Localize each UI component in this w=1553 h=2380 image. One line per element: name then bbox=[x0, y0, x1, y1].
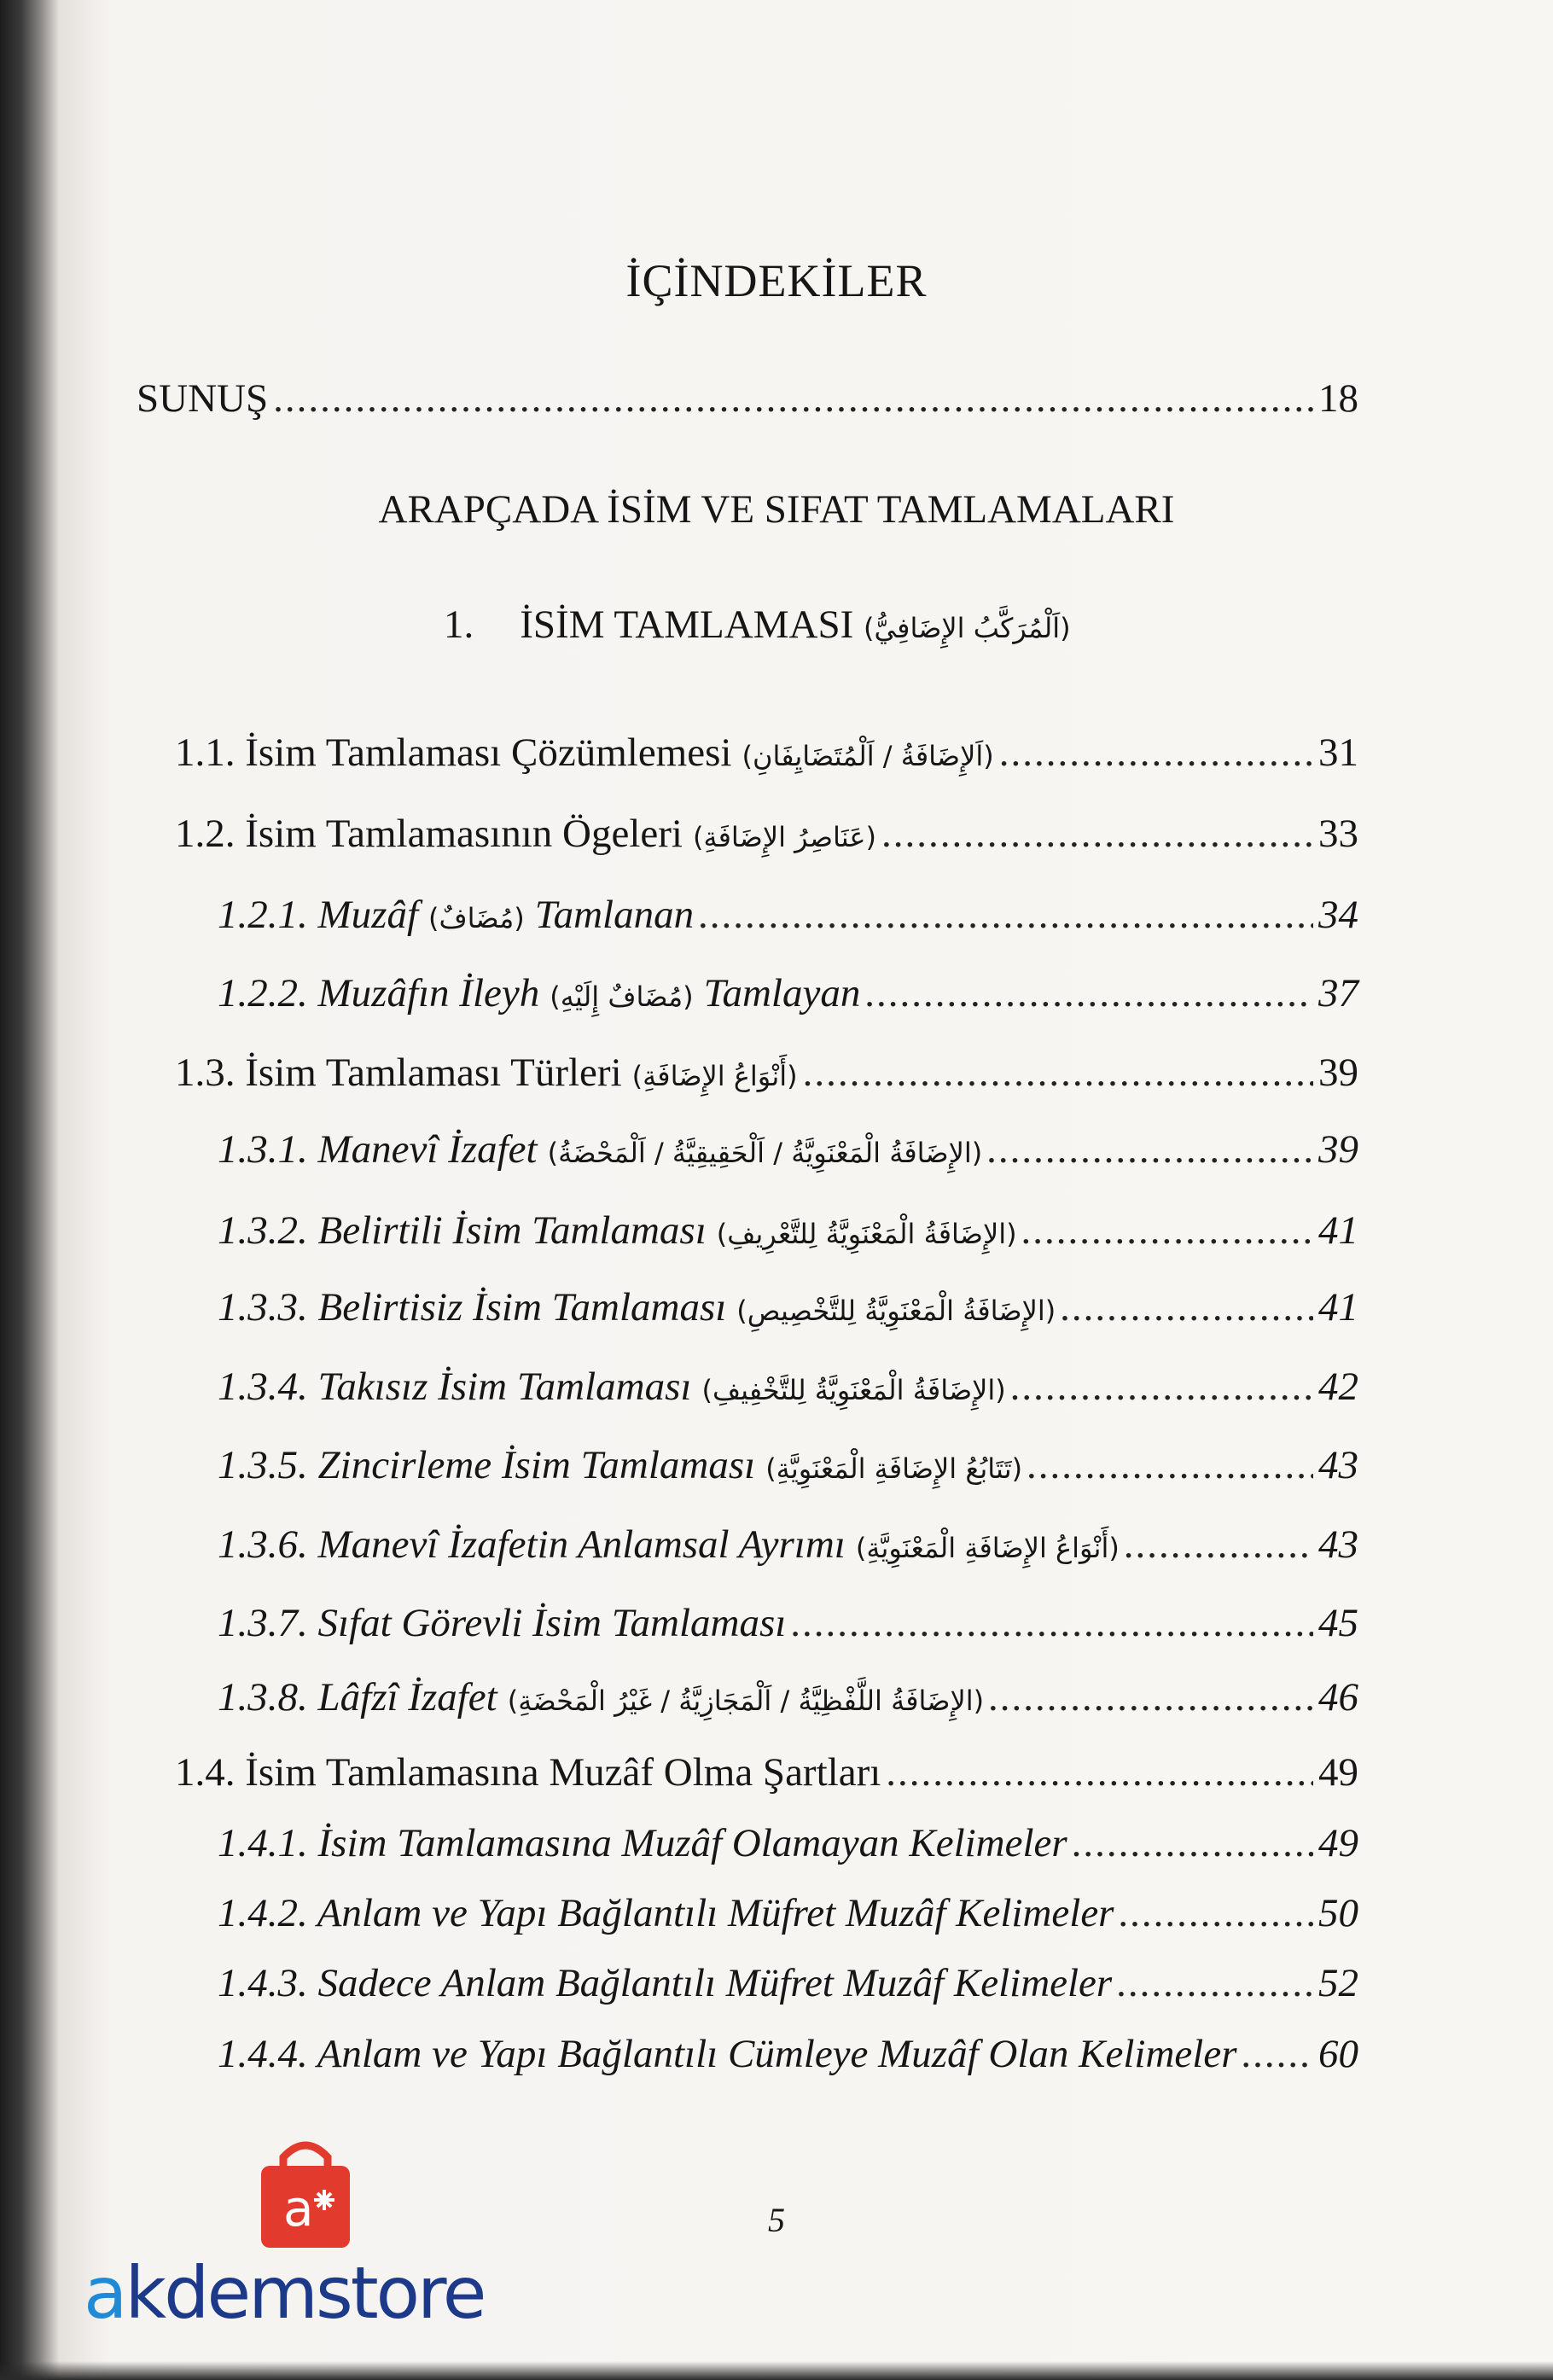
dot-leader bbox=[1125, 1522, 1313, 1568]
toc-entry[interactable] bbox=[175, 1749, 1358, 1795]
toc-entry-label-after: Tamlanan bbox=[534, 893, 695, 937]
toc-entry-page: 41 bbox=[1318, 1208, 1358, 1253]
page-title: İÇİNDEKİLER bbox=[625, 255, 928, 306]
toc-entry-arabic: (الإِضَافَةُ الْمَعْنَوِيَّةُ لِلتَّخْصِيصِ) bbox=[736, 1295, 1056, 1327]
toc-entry-arabic: (مُضَافٌ) bbox=[428, 902, 525, 934]
toc-entry-page: 50 bbox=[1318, 1891, 1358, 1935]
toc-entry-label-after: Tamlayan bbox=[703, 971, 861, 1015]
toc-entry-page: 39 bbox=[1318, 1127, 1358, 1172]
toc-entry-page: 33 bbox=[1318, 812, 1358, 856]
toc-entry-page: 45 bbox=[1318, 1601, 1358, 1645]
toc-entry-label: 1.3.2. Belirtili İsim Tamlaması bbox=[218, 1208, 707, 1253]
dot-leader bbox=[1011, 1364, 1313, 1410]
chapter-label: İSİM TAMLAMASI bbox=[520, 602, 854, 647]
toc-entry-arabic: (الإِضَافَةُ الْمَعْنَوِيَّةُ لِلتَّعْرِيفِ) bbox=[716, 1218, 1017, 1250]
toc-entry[interactable] bbox=[218, 1674, 1358, 1720]
toc-entry-page: 39 bbox=[1318, 1050, 1358, 1095]
book-spine-shadow bbox=[0, 0, 60, 2380]
toc-entry[interactable] bbox=[218, 1126, 1358, 1173]
watermark-text: akdemstore bbox=[84, 2251, 485, 2335]
toc-entry-page: 46 bbox=[1318, 1675, 1358, 1720]
section-heading: ARAPÇADA İSİM VE SIFAT TAMLAMALARI bbox=[378, 487, 1175, 532]
toc-entry-arabic: (تَتَابُعُ الإِضَافَةِ الْمَعْنَوِيَّةِ) bbox=[765, 1452, 1023, 1485]
toc-entry-page: 60 bbox=[1318, 2032, 1358, 2076]
toc-entry-page: 43 bbox=[1318, 1443, 1358, 1487]
toc-entry-page: 52 bbox=[1318, 1961, 1358, 2005]
toc-entry-arabic: (الإِضَافَةُ الْمَعْنَوِيَّةُ / اَلْحَقِيقِيَّةُ / اَلْمَحْضَةُ) bbox=[547, 1137, 983, 1169]
shopping-bag-icon bbox=[254, 2140, 357, 2251]
toc-entry-label: 1.1. İsim Tamlaması Çözümlemesi bbox=[175, 730, 732, 775]
dot-leader bbox=[1117, 1960, 1313, 2006]
toc-entry-label: 1.3. İsim Tamlaması Türleri bbox=[175, 1050, 622, 1095]
toc-entry[interactable] bbox=[218, 1442, 1358, 1488]
dot-leader bbox=[1022, 1207, 1313, 1254]
toc-entry[interactable] bbox=[218, 1960, 1358, 2006]
chapter-number: 1. bbox=[444, 602, 474, 647]
toc-entry-page: 41 bbox=[1318, 1285, 1358, 1330]
dot-leader bbox=[273, 375, 1313, 422]
toc-entry-label: 1.4. İsim Tamlamasına Muzâf Olma Şartları bbox=[175, 1750, 881, 1795]
toc-entry-label: 1.3.4. Takısız İsim Tamlaması bbox=[218, 1365, 692, 1409]
toc-entry-page: 43 bbox=[1318, 1522, 1358, 1567]
toc-entry-label: 1.4.1. İsim Tamlamasına Muzâf Olamayan Kelimeler bbox=[218, 1821, 1067, 1865]
toc-entry-label: 1.3.7. Sıfat Görevli İsim Tamlaması bbox=[218, 1601, 787, 1645]
svg-text:a: a bbox=[283, 2179, 314, 2237]
dot-leader bbox=[699, 892, 1313, 938]
dot-leader bbox=[1073, 1820, 1313, 1866]
toc-entry-label: 1.3.8. Lâfzî İzafet bbox=[218, 1675, 497, 1720]
toc-entry-label: 1.4.2. Anlam ve Yapı Bağlantılı Müfret Muzâf Kelimeler bbox=[218, 1891, 1114, 1935]
dot-leader bbox=[989, 1674, 1313, 1720]
toc-entry-label: 1.3.5. Zincirleme İsim Tamlaması bbox=[218, 1443, 756, 1487]
dot-leader bbox=[999, 730, 1313, 776]
toc-entry-arabic: (أَنْوَاعُ الإِضَافَةِ الْمَعْنَوِيَّةِ) bbox=[855, 1532, 1120, 1564]
toc-entry-arabic: (أَنْوَاعُ الإِضَافَةِ) bbox=[631, 1060, 798, 1092]
toc-entry-label: 1.4.3. Sadece Anlam Bağlantılı Müfret Muzâf Kelimeler bbox=[218, 1961, 1113, 2005]
watermark-logo bbox=[84, 2140, 536, 2335]
dot-leader bbox=[881, 811, 1313, 857]
toc-entry-label: 1.2.1. Muzâf bbox=[218, 893, 418, 937]
toc-entry-label: 1.3.3. Belirtisiz İsim Tamlaması bbox=[218, 1285, 727, 1330]
book-page bbox=[60, 0, 1553, 2380]
page-number: 5 bbox=[768, 2201, 785, 2239]
toc-entry-label: 1.4.4. Anlam ve Yapı Bağlantılı Cümleye Muzâf Olan Kelimeler bbox=[218, 2032, 1237, 2076]
toc-entry-page: 34 bbox=[1318, 893, 1358, 937]
toc-entry-page: 37 bbox=[1318, 971, 1358, 1015]
toc-entry-label: 1.2. İsim Tamlamasının Ögeleri bbox=[175, 812, 683, 856]
toc-entry-label: 1.3.6. Manevî İzafetin Anlamsal Ayrımı bbox=[218, 1522, 846, 1567]
toc-entry-arabic: (عَنَاصِرُ الإِضَافَةِ) bbox=[692, 821, 876, 853]
dot-leader bbox=[791, 1600, 1313, 1646]
dot-leader bbox=[1119, 1890, 1313, 1936]
toc-entry-arabic: (اَلإِضَافَةُ / اَلْمُتَضَايِفَانِ) bbox=[742, 740, 994, 772]
dot-leader bbox=[1027, 1442, 1313, 1488]
toc-entry-arabic: (الإِضَافَةُ الْمَعْنَوِيَّةُ لِلتَّخْفِيفِ) bbox=[701, 1374, 1006, 1406]
chapter-arabic: (اَلْمُرَكَّبُ الإِضَافِيُّ) bbox=[864, 612, 1071, 644]
toc-entry[interactable] bbox=[218, 970, 1358, 1016]
dot-leader bbox=[1061, 1284, 1313, 1330]
toc-entry[interactable] bbox=[218, 1364, 1358, 1410]
dot-leader bbox=[886, 1749, 1313, 1795]
toc-entry-label: SUNUŞ bbox=[137, 376, 269, 421]
toc-entry-arabic: (مُضَافٌ إِلَيْهِ) bbox=[550, 981, 694, 1013]
toc-entry-sunus[interactable] bbox=[137, 375, 1358, 422]
toc-entry-label: 1.2.2. Muzâfın İleyh bbox=[218, 971, 540, 1015]
dot-leader bbox=[1242, 2031, 1313, 2077]
toc-entry[interactable] bbox=[218, 1207, 1358, 1254]
toc-entry[interactable] bbox=[175, 730, 1358, 776]
toc-entry[interactable] bbox=[218, 1600, 1358, 1646]
dot-leader bbox=[803, 1050, 1313, 1096]
toc-entry[interactable] bbox=[218, 892, 1358, 938]
toc-entry[interactable] bbox=[218, 1522, 1358, 1568]
toc-entry[interactable] bbox=[175, 811, 1358, 857]
toc-entry-label: 1.3.1. Manevî İzafet bbox=[218, 1127, 538, 1172]
toc-entry-page: 31 bbox=[1318, 730, 1358, 775]
toc-entry-page: 42 bbox=[1318, 1365, 1358, 1409]
toc-entry-page: 49 bbox=[1318, 1750, 1358, 1795]
toc-entry-page: 49 bbox=[1318, 1821, 1358, 1865]
toc-entry[interactable] bbox=[175, 1050, 1358, 1096]
toc-entry-page: 18 bbox=[1318, 376, 1358, 421]
chapter-heading bbox=[444, 602, 1071, 648]
toc-entry[interactable] bbox=[218, 1284, 1358, 1330]
page-bottom-shadow bbox=[0, 2361, 1553, 2380]
toc-entry[interactable] bbox=[218, 1890, 1358, 1936]
dot-leader bbox=[987, 1126, 1313, 1173]
dot-leader bbox=[865, 970, 1313, 1016]
toc-entry[interactable] bbox=[218, 2031, 1358, 2077]
toc-entry[interactable] bbox=[218, 1820, 1358, 1866]
toc-entry-arabic: (الإِضَافَةُ اللَّفْظِيَّةُ / اَلْمَجَازِيَّةُ / غَيْرُ الْمَحْضَةِ) bbox=[507, 1685, 985, 1717]
